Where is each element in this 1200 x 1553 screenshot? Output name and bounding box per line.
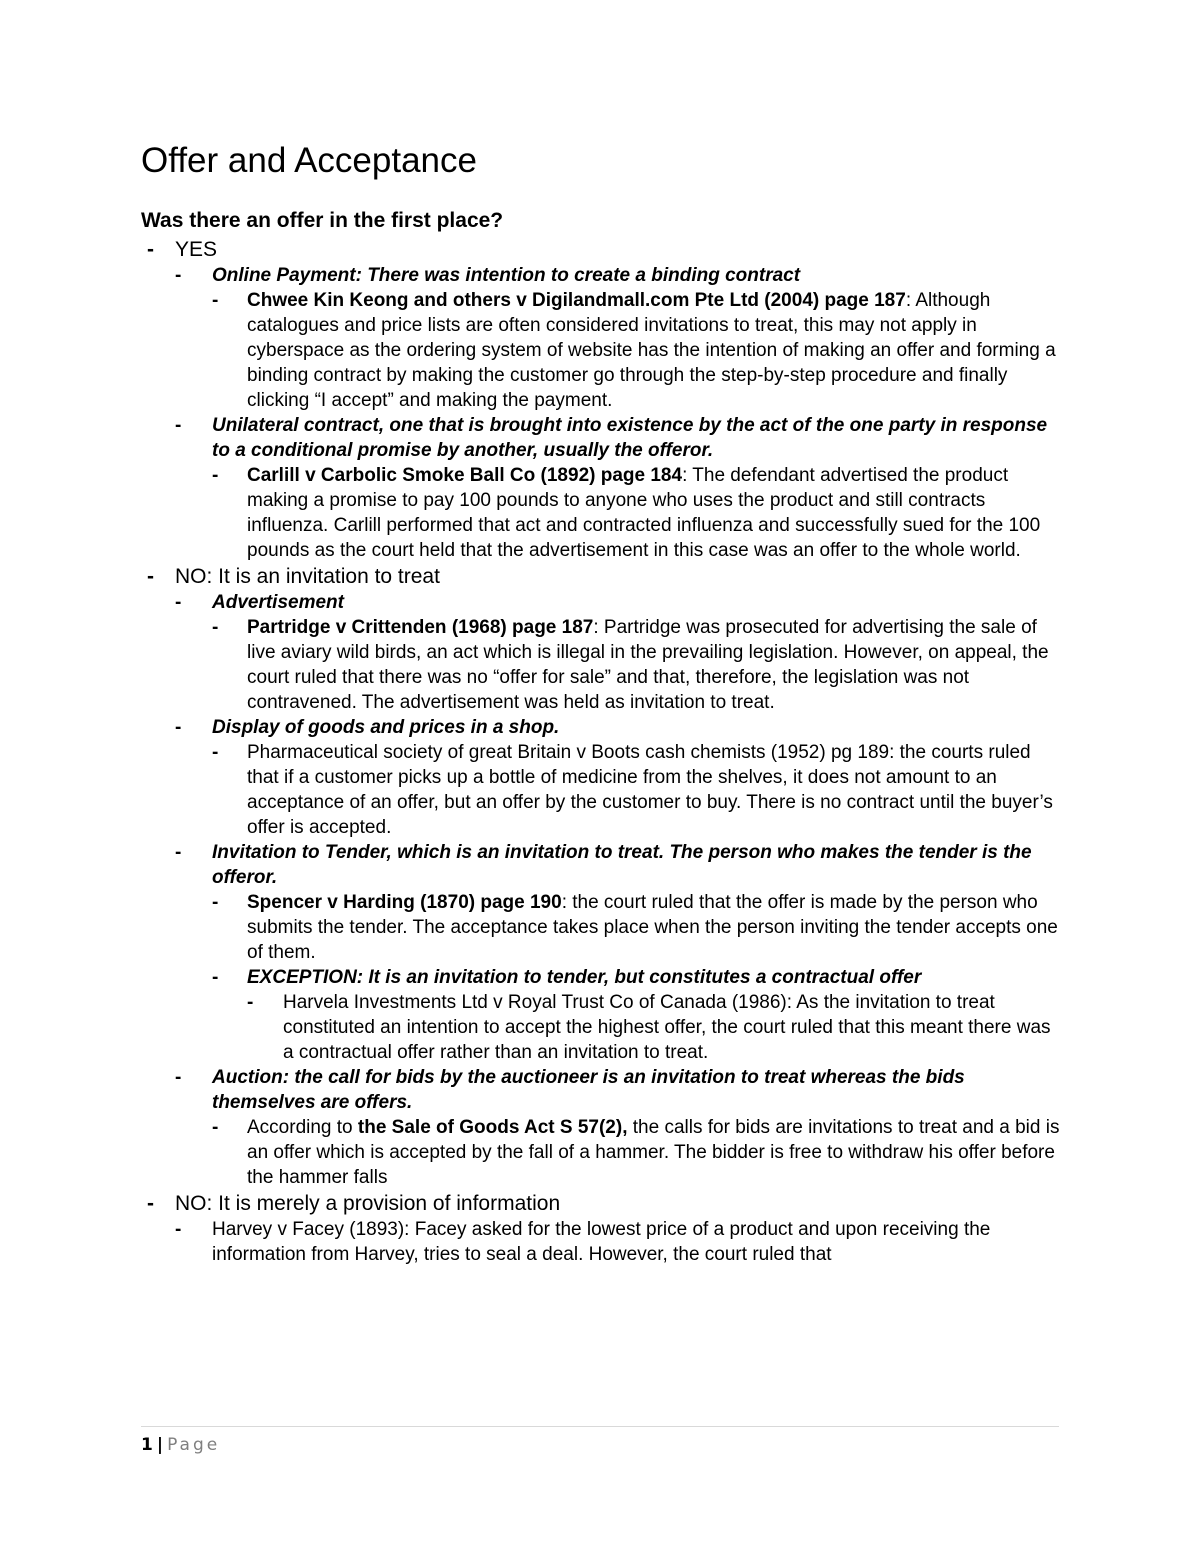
- outline-item-display: [141, 715, 1061, 740]
- no-invitation-label: NO: It is an invitation to treat: [175, 565, 440, 588]
- case-carlill: [141, 463, 1061, 563]
- footer-separator: |: [156, 1435, 164, 1455]
- case-text: Harvey v Facey (1893): Facey asked for the lowest price of a product and upon receiving the information from Harvey, tries to seal a deal. However, the court ruled that: [212, 1219, 991, 1265]
- bullet-dash: -: [212, 742, 219, 763]
- case-text: : the court ruled that the offer is made by the person who submits the tender. The acceptance takes place when the person inviting the tender accepts one of them.: [247, 892, 1058, 963]
- outline-item-advertisement: [141, 590, 1061, 615]
- case-text: : Partridge was prosecuted for advertising the sale of live aviary wild birds, an act which is illegal in the prevailing legislation. However, on appeal, the court ruled that there was no “offer for sale” and that, therefore, the legislation was not contravened. The advertisement was held as invitation to treat.: [247, 617, 1049, 713]
- no-information-label: NO: It is merely a provision of information: [175, 1192, 561, 1215]
- display-heading: Display of goods and prices in a shop.: [212, 717, 560, 738]
- auction-heading: Auction: the call for bids by the auctioneer is an invitation to treat whereas the bids themselves are offers.: [212, 1067, 965, 1113]
- question-heading: Was there an offer in the first place?: [141, 209, 504, 232]
- bullet-dash: -: [212, 967, 219, 988]
- document-title: Offer and Acceptance: [141, 141, 477, 180]
- online-payment-heading: Online Payment: There was intention to create a binding contract: [212, 265, 801, 286]
- outline-item-auction: [141, 1065, 1061, 1115]
- bullet-dash: -: [175, 717, 182, 738]
- auction-rule: [141, 1115, 1061, 1190]
- bullet-dash: -: [212, 617, 219, 638]
- bullet-dash: -: [147, 1192, 154, 1215]
- auction-text-after: the calls for bids are invitations to treat and a bid is an offer which is accepted by the fall of a hammer. The bidder is free to withdraw his offer before the hammer falls: [247, 1117, 1060, 1188]
- bullet-dash: -: [212, 465, 219, 486]
- case-chwee-kin-keong: [141, 288, 1061, 413]
- bullet-dash: -: [147, 238, 154, 261]
- case-harvela: [141, 990, 1061, 1065]
- bullet-dash: -: [247, 992, 254, 1013]
- case-text: Harvela Investments Ltd v Royal Trust Co of Canada (1986): As the invitation to treat constituted an intention to accept the highest offer, the court ruled that this meant there was a contractual offer rather than an invitation to treat.: [283, 992, 1051, 1063]
- bullet-dash: -: [175, 415, 182, 436]
- sale-of-goods-act: the Sale of Goods Act S 57(2),: [357, 1117, 628, 1138]
- page-number: 1: [141, 1435, 153, 1455]
- case-spencer: [141, 890, 1061, 965]
- case-harvey-facey: [141, 1217, 1061, 1267]
- bullet-dash: -: [212, 290, 219, 311]
- bullet-dash: -: [175, 842, 182, 863]
- outline-item-no-information: [141, 1190, 1061, 1217]
- advertisement-heading: Advertisement: [212, 592, 344, 613]
- outline-item-exception: [141, 965, 1061, 990]
- yes-label: YES: [175, 238, 218, 261]
- bullet-dash: -: [175, 265, 182, 286]
- case-name: Chwee Kin Keong and others v Digilandmall.com Pte Ltd (2004) page 187: [247, 290, 906, 311]
- case-name: Partridge v Crittenden (1968) page 187: [247, 617, 594, 638]
- case-text: : The defendant advertised the product making a promise to pay 100 pounds to anyone who uses the product and still contracts influenza. Carlill performed that act and contracted influenza and successfully sued for the 100 pounds as the court held that the advertisement in this case was an offer to the whole world.: [247, 465, 1041, 561]
- outline-item-tender: [141, 840, 1061, 890]
- outline-item-yes: [141, 236, 1061, 263]
- case-text: : Although catalogues and price lists are often considered invitations to treat, this may not apply in cyberspace as the ordering system of website has the intention of making an offer and forming a binding contract by making the customer go through the step-by-step procedure and finally clicking “I accept” and making the payment.: [247, 290, 1056, 411]
- page-footer: [141, 1433, 220, 1457]
- case-boots: [141, 740, 1061, 840]
- bullet-dash: -: [212, 1117, 219, 1138]
- outline-item-online-payment: [141, 263, 1061, 288]
- outline-item-no-invitation: [141, 563, 1061, 590]
- case-name: Spencer v Harding (1870) page 190: [247, 892, 562, 913]
- case-text: Pharmaceutical society of great Britain v Boots cash chemists (1952) pg 189: the courts ruled that if a customer picks up a bottle of medicine from the shelves, it does not amount to an acceptance of an offer, but an offer by the customer to buy. There is no contract until the buyer’s offer is accepted.: [247, 742, 1053, 838]
- case-name: Carlill v Carbolic Smoke Ball Co (1892) page 184: [247, 465, 683, 486]
- case-partridge: [141, 615, 1061, 715]
- exception-heading: EXCEPTION: It is an invitation to tender, but constitutes a contractual offer: [247, 967, 922, 988]
- footer-divider: [141, 1426, 1059, 1427]
- page-label: Page: [167, 1435, 221, 1455]
- bullet-dash: -: [175, 1219, 182, 1240]
- bullet-dash: -: [175, 1067, 182, 1088]
- outline: [141, 236, 1061, 1267]
- bullet-dash: -: [147, 565, 154, 588]
- unilateral-heading: Unilateral contract, one that is brought into existence by the act of the one party in response to a conditional promise by another, usually the offeror.: [212, 415, 1048, 461]
- bullet-dash: -: [175, 592, 182, 613]
- bullet-dash: -: [212, 892, 219, 913]
- tender-heading: Invitation to Tender, which is an invitation to treat. The person who makes the tender is the offeror.: [212, 842, 1032, 888]
- auction-text-before: According to: [247, 1117, 358, 1138]
- outline-item-unilateral: [141, 413, 1061, 463]
